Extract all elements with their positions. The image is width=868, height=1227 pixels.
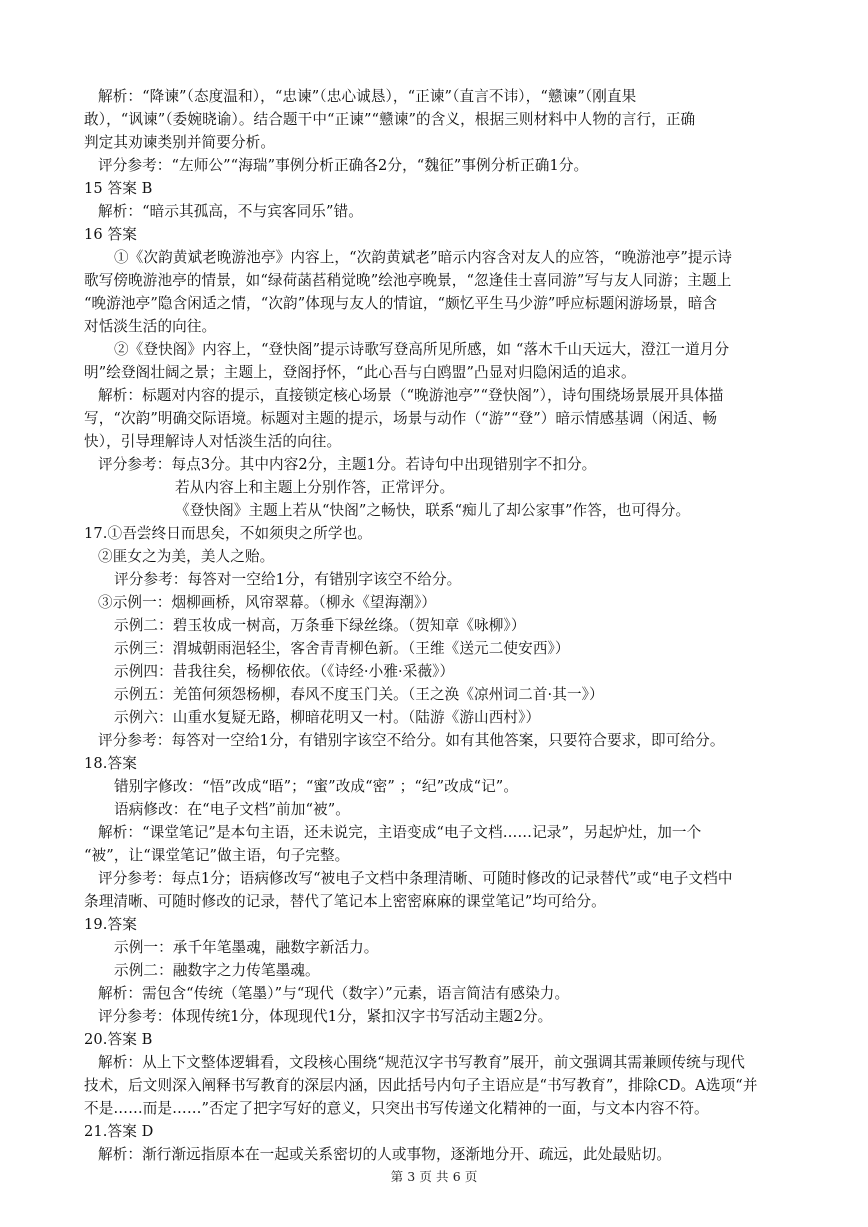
- text-line: 解析：需包含“传统（笔墨）”与“现代（数字）”元素，语言简洁有感染力。: [98, 985, 570, 1002]
- question-heading: 19.答案: [84, 916, 137, 933]
- text-line: 评分参考：“左师公”“海瑞”事例分析正确各2分，“魏征”事例分析正确1分。: [98, 157, 589, 174]
- text-line: 评分参考：体现传统1分，体现现代1分，紧扣汉字书写活动主题2分。: [98, 1008, 553, 1025]
- text-line: 评分参考：每点3分。其中内容2分，主题1分。若诗句中出现错别字不扣分。: [98, 456, 597, 473]
- text-line: 判定其劝谏类别并简要分析。: [84, 134, 276, 151]
- text-line: 示例六：山重水复疑无路，柳暗花明又一村。（陆游《游山西村》）: [114, 709, 541, 726]
- page-footer: 第 3 页 共 6 页: [390, 1169, 478, 1184]
- text-line: 解析：渐行渐远指原本在一起或关系密切的人或事物，逐渐地分开、疏远，此处最贴切。: [98, 1146, 672, 1163]
- text-line: 解析：“课堂笔记”是本句主语，还未说完，主语变成“电子文档……记录”，另起炉灶，加一个: [98, 824, 702, 841]
- text-line: ②匪女之为美，美人之贻。: [98, 548, 275, 565]
- text-line: 敢），“讽谏”（委婉晓谕）。结合题干中“正谏”“戆谏”的含义，根据三则材料中人物的言行，正确: [84, 111, 696, 128]
- text-line: 快），引导理解诗人对恬淡生活的向往。: [84, 433, 342, 450]
- text-line: ①《次韵黄斌老晚游池亭》内容上，“次韵黄斌老”暗示内容含对友人的应答，“晚游池亭”提示诗: [114, 249, 732, 266]
- text-line: 写，“次韵”明确交际语境。标题对主题的提示，场景与动作（“游”“登”）暗示情感基调（闲适、畅: [84, 410, 718, 427]
- text-line: 评分参考：每答对一空给1分，有错别字该空不给分。如有其他答案，只要符合要求，即可给分。: [98, 732, 725, 749]
- text-line: 评分参考：每答对一空给1分，有错别字该空不给分。: [114, 571, 462, 588]
- text-line: ③示例一：烟柳画桥，风帘翠幕。（柳永《望海潮》）: [98, 594, 437, 611]
- question-heading: 21.答案 D: [84, 1123, 154, 1140]
- text-line: 若从内容上和主题上分别作答，正常评分。: [175, 479, 455, 496]
- text-line: 技术，后文则深入阐释书写教育的深层内涵，因此括号内句子主语应是“书写教育”，排除CD。A选项“并: [84, 1077, 758, 1094]
- text-line: 解析：“暗示其孤高，不与宾客同乐”错。: [98, 203, 363, 220]
- question-heading: 18.答案: [84, 755, 137, 772]
- text-line: 示例五：羌笛何须怨杨柳，春风不度玉门关。（王之涣《凉州词二首·其一》）: [114, 686, 604, 703]
- text-line: 示例四：昔我往矣，杨柳依依。（《诗经·小雅·采薇》）: [114, 663, 455, 680]
- text-line: 错别字修改：“悟”改成“晤”；“蜜”改成“密” ；“纪”改成“记”。: [114, 778, 519, 795]
- text-line: 示例二：碧玉妆成一树高，万条垂下绿丝绦。（贺知章《咏柳》）: [114, 617, 526, 634]
- question-heading: 16 答案: [84, 226, 137, 243]
- question-heading: 20.答案 B: [84, 1031, 153, 1048]
- question-heading: 17.①吾尝终日而思矣，不如须臾之所学也。: [84, 525, 372, 542]
- text-line: 歌写傍晚游池亭的情景，如“绿荷菡萏稍觉晚”绘池亭晚景，“忽逢佳士喜同游”写与友人同游；主题上: [84, 272, 732, 289]
- text-line: 条理清晰、可随时修改的记录，替代了笔记本上密密麻麻的课堂笔记”均可给分。: [84, 893, 606, 910]
- text-line: “晚游池亭”隐含闲适之情，“次韵”体现与友人的情谊，“颇忆平生马少游”呼应标题闲游场景，暗含: [84, 295, 718, 312]
- text-line: 对恬淡生活的向往。: [84, 318, 217, 335]
- text-line: 解析：从上下文整体逻辑看，文段核心围绕“规范汉字书写教育”展开，前文强调其需兼顾传统与现代: [98, 1054, 745, 1071]
- text-line: 解析：标题对内容的提示，直接锁定核心场景（“晚游池亭”“登快阁”），诗句围绕场景展开具体描: [98, 387, 724, 404]
- text-line: 《登快阁》主题上若从“快阁”之畅快，联系“痴儿了却公家事”作答，也可得分。: [175, 502, 691, 519]
- question-heading: 15 答案 B: [84, 180, 153, 197]
- text-line: 示例一：承千年笔墨魂，融数字新活力。: [114, 939, 379, 956]
- text-line: 示例二：融数字之力传笔墨魂。: [114, 962, 320, 979]
- text-line: 明”绘登阁壮阔之景；主题上，登阁抒怀，“此心吾与白鸥盟”凸显对归隐闲适的追求。: [84, 364, 636, 381]
- text-line: 语病修改：在“电子文档”前加“被”。: [114, 801, 350, 818]
- text-line: “被”，让“课堂笔记”做主语，句子完整。: [84, 847, 350, 864]
- text-line: 解析：“降谏”（态度温和），“忠谏”（忠心诚恳），“正谏”（直言不讳），“戆谏”（刚直果: [98, 88, 637, 105]
- text-line: 不是……而是……”否定了把字写好的意义，只突出书写传递文化精神的一面，与文本内容不符。: [84, 1100, 709, 1117]
- text-line: 示例三：渭城朝雨浥轻尘，客舍青青柳色新。（王维《送元二使安西》）: [114, 640, 570, 657]
- text-line: 评分参考：每点1分；语病修改写“被电子文档中条理清晰、可随时修改的记录替代”或“电子文档中: [98, 870, 733, 887]
- text-line: ②《登快阁》内容上，“登快阁”提示诗歌写登高所见所感，如 “落木千山天远大，澄江一道月分: [114, 341, 730, 358]
